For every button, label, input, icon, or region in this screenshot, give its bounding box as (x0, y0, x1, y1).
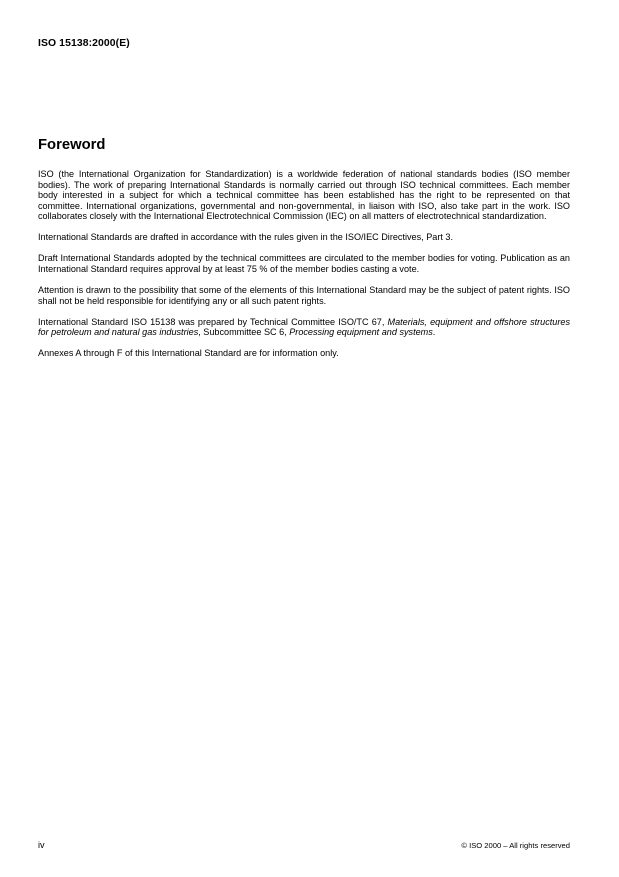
paragraph-patent-rights: Attention is drawn to the possibility that some of the elements of this International Standard may be the subject of patent rights. ISO shall not be held responsible for identifying any or all such patent rights. (38, 284, 570, 306)
paragraph-voting: Draft International Standards adopted by the technical committees are circulated to the member bodies for voting. Publication as an International Standard requires approval by at least 75 % of the member bodies casting a vote. (38, 253, 570, 274)
document-header-id: ISO 15138:2000(E) (38, 38, 130, 49)
page-number: iv (38, 840, 45, 850)
foreword-body (38, 169, 570, 369)
subcommittee-title: Processing equipment and systems (289, 327, 433, 338)
preparation-text-2: , Subcommittee SC 6, (198, 327, 290, 338)
paragraph-preparation (38, 317, 570, 338)
paragraph-annexes: Annexes A through F of this International Standard are for information only. (38, 348, 339, 359)
copyright-notice: © ISO 2000 – All rights reserved (461, 841, 570, 850)
committee-title: Materials, equipment and offshore structures for petroleum and natural gas industries (38, 316, 570, 338)
preparation-text-1: International Standard ISO 15138 was prepared by Technical Committee ISO/TC 67, (38, 316, 388, 327)
paragraph-iso-description: ISO (the International Organization for Standardization) is a worldwide federation of national standards bodies (ISO member bodies). The work of preparing International Standards is normally carried out through ISO technical committees. Each member body interested in a subject for which a technical committee has been established has the right to be represented on that committee. International organizations, governmental and non-governmental, in liaison with ISO, also take part in the work. ISO collaborates closely with the International Electrotechnical Commission (IEC) on all matters of electrotechnical standardization. (38, 169, 570, 222)
paragraph-drafting-rules: International Standards are drafted in accordance with the rules given in the ISO/IEC Directives, Part 3. (38, 232, 453, 243)
section-title: Foreword (38, 137, 106, 153)
preparation-text-3: . (432, 327, 436, 338)
